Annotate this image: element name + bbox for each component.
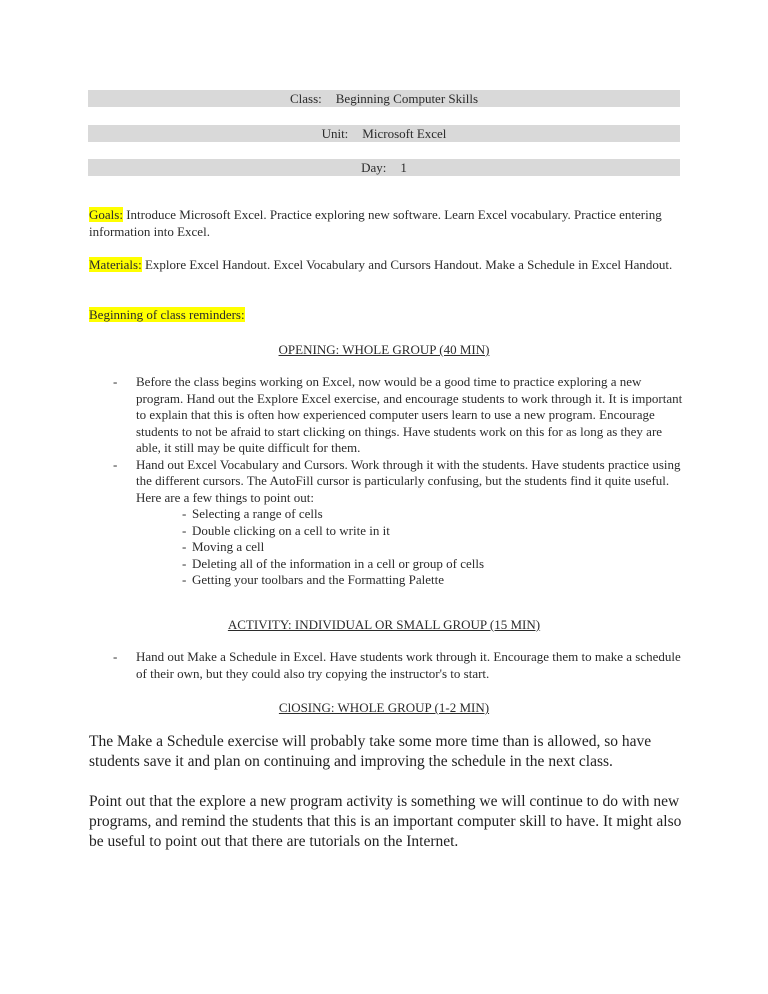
activity-heading: ACTIVITY: INDIVIDUAL OR SMALL GROUP (15 MIN) [227,617,541,632]
day-value: 1 [400,160,407,175]
unit-header-bar [88,125,680,142]
point-out-sublist [136,506,689,589]
dash-bullet: - [113,649,118,664]
sublist-item-text: Selecting a range of cells [192,506,323,521]
unit-label: Unit: [321,126,349,141]
sublist-item [182,572,689,589]
list-item-text: Before the class begins working on Excel, now would be a good time to practice exploring a new program. Hand out the Explore Excel exercise, and encourage students to work through it. It is important to explain that this is often how experienced computer users learn to use a new program. Encourage students to not be afraid to start clicking on things. Have students work on this for as long as they are able, it still may be quite difficult for them. [136,374,683,455]
reminders-label: Beginning of class reminders: [89,307,245,322]
day-label: Day: [361,160,387,175]
sublist-item [182,523,689,540]
closing-paragraph-2: Point out that the explore a new program activity is something we will continue to do with new programs, and remind the students that this is an important computer skill to have. It might also be useful to point out that there are tutorials on the Internet. [89,793,682,850]
list-item [89,374,689,457]
sublist-item-text: Deleting all of the information in a cell or group of cells [192,555,485,571]
sublist-item-text: Moving a cell [192,539,265,554]
class-value: Beginning Computer Skills [335,91,479,106]
class-header-bar [88,90,680,107]
unit-value: Microsoft Excel [362,126,447,141]
materials-paragraph [89,256,689,273]
dash-bullet: - [182,555,187,571]
list-item-text: Hand out Make a Schedule in Excel. Have students work through it. Encourage them to make a schedule of their own, but they could also try copying the instructor's to start. [136,649,681,681]
dash-bullet: - [182,522,187,538]
activity-list [89,649,689,682]
sublist-item [182,539,689,556]
opening-list [89,374,689,589]
closing-paragraph-1: The Make a Schedule exercise will probably take some more time than is allowed, so have students save it and plan on continuing and improving the schedule in the next class. [89,733,652,770]
sublist-item-text: Double clicking on a cell to write in it [192,522,390,538]
dash-bullet: - [113,374,118,389]
sublist-item-text: Getting your toolbars and the Formatting Palette [192,572,445,587]
day-header-bar [88,159,680,176]
closing-heading: ClOSING: WHOLE GROUP (1-2 MIN) [278,700,490,715]
materials-text: Explore Excel Handout. Excel Vocabulary and Cursors Handout. Make a Schedule in Excel Handout. [141,257,673,272]
dash-bullet: - [182,506,187,521]
goals-paragraph [89,206,689,240]
dash-bullet: - [182,572,187,587]
dash-bullet: - [182,539,187,554]
dash-bullet: - [113,456,118,472]
sublist-item [182,556,689,573]
list-item [89,457,689,589]
reminders-paragraph [89,306,689,323]
materials-label: Materials: [89,257,142,272]
goals-label: Goals: [89,207,123,222]
class-label: Class: [289,91,322,106]
sublist-item [182,506,689,523]
opening-heading: OPENING: WHOLE GROUP (40 MIN) [278,342,490,357]
list-item [89,649,689,682]
list-item-text: Hand out Excel Vocabulary and Cursors. Work through it with the students. Have students practice using the different cursors. The AutoFill cursor is particularly confusing, but the students find it quite useful. Here are a few things to point out: [136,456,681,505]
goals-text: Introduce Microsoft Excel. Practice exploring new software. Learn Excel vocabulary. Practice entering information into Excel. [89,207,662,239]
